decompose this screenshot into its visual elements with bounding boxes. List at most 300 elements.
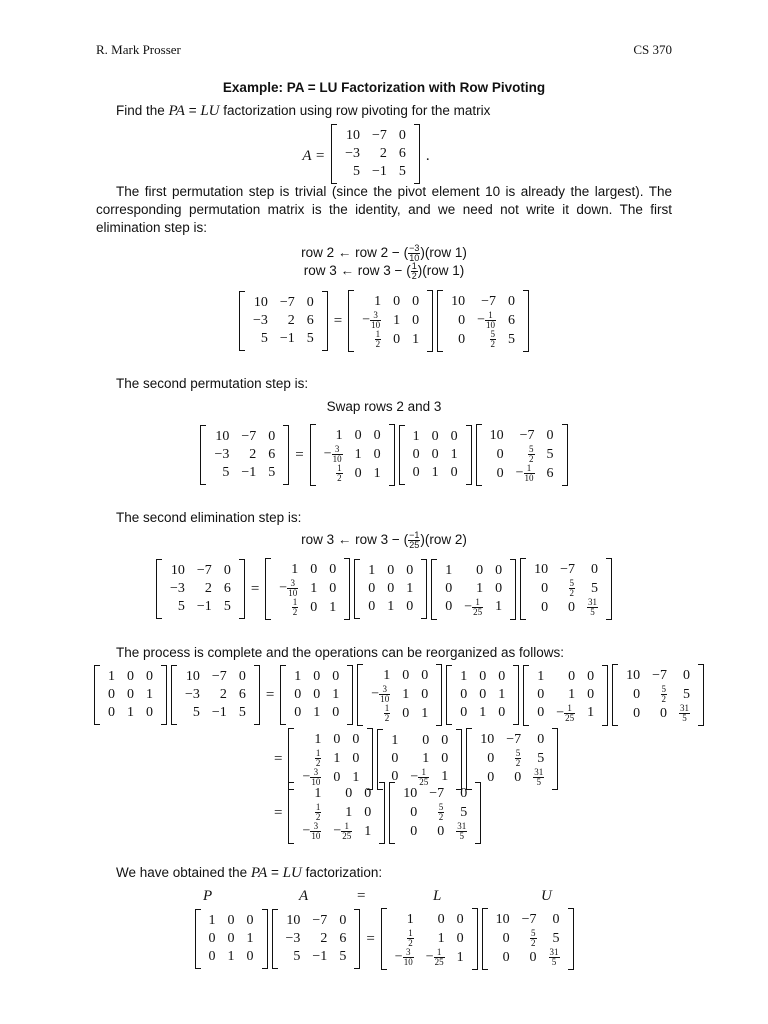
swap-rows-text: Swap rows 2 and 3 [326, 399, 442, 414]
matrix-l2 [431, 559, 516, 620]
equation-permutation [0, 424, 768, 486]
matrix-entry: −1 [312, 949, 328, 964]
fraction: $\frac{5}{2}$ [515, 748, 521, 768]
right-bracket [421, 559, 427, 619]
matrix-entry: 0 [306, 295, 314, 310]
matrix-entry: 0 [514, 769, 522, 785]
matrix-entry: 0 [441, 750, 449, 766]
matrix-entry: 0 [345, 786, 353, 801]
matrix-entry: 1 [108, 669, 115, 684]
matrix-entry: 0 [498, 669, 506, 684]
matrix-entry: 0 [568, 668, 576, 684]
fraction: $\frac{1}{10}$ [524, 463, 534, 483]
left-bracket [482, 908, 488, 970]
matrix-entry: 0 [339, 913, 347, 928]
matrix-entry: 0 [487, 750, 495, 766]
matrix-entry: 10 [403, 786, 418, 801]
matrix-entry: −1 [241, 465, 257, 480]
left-bracket [446, 665, 452, 725]
matrix-entry: 1 [246, 931, 254, 946]
matrix-entry [365, 704, 396, 723]
matrix-entry: 0 [238, 669, 246, 684]
matrix-entry: 0 [310, 562, 318, 577]
right-bracket [254, 665, 260, 725]
matrix-entry: 0 [487, 769, 495, 785]
matrix-entry: 5 [192, 705, 200, 720]
matrix-entry: 1 [431, 465, 439, 480]
matrix-entry [450, 822, 473, 841]
matrix-entry: 0 [227, 931, 235, 946]
matrix-entry: 6 [238, 687, 246, 702]
right-bracket [322, 291, 328, 351]
left-bracket [348, 290, 354, 352]
right-bracket [347, 665, 353, 725]
left-bracket [331, 124, 337, 184]
matrix-entry: −1 [372, 164, 387, 179]
paragraph-second-elimination: The second elimination step is: [116, 510, 302, 525]
fraction: $\frac{1}{2}$ [375, 329, 381, 349]
matrix-entry: 0 [368, 581, 376, 596]
matrix-entry: 10 [346, 128, 360, 143]
matrix-entry: 0 [208, 949, 216, 964]
matrix-entry: 6 [508, 312, 516, 328]
matrix-entry: 0 [412, 294, 420, 309]
left-bracket [288, 728, 294, 790]
left-bracket [377, 729, 383, 790]
matrix-entry: 1 [437, 930, 445, 946]
matrix-entry: −3 [185, 687, 200, 702]
matrix-entry: 5 [552, 930, 560, 946]
matrix-entry: 0 [332, 705, 340, 720]
matrix-entry: 10 [480, 732, 495, 747]
matrix-entry: 0 [391, 750, 399, 766]
matrix-entry: 0 [406, 599, 414, 614]
matrix-l2 [523, 665, 608, 726]
matrix-entry: 10 [286, 913, 301, 928]
matrix-entry: 1 [310, 580, 318, 596]
matrix-entry: 10 [626, 668, 641, 683]
matrix-entry: −1 [211, 705, 227, 720]
matrix-entry: 0 [208, 931, 216, 946]
matrix-entry: 0 [387, 563, 395, 578]
matrix-entry: −7 [241, 429, 257, 444]
matrix-l1s [288, 728, 373, 790]
matrix-entry: 0 [146, 705, 153, 720]
matrix-entry: 1 [445, 562, 453, 578]
matrix-entry: 1 [406, 581, 414, 596]
matrix-entry: 2 [287, 313, 295, 328]
matrix-entry: 0 [458, 331, 466, 347]
matrix-entry: 0 [431, 447, 439, 462]
matrix-entry: −7 [652, 668, 667, 683]
matrix-entry: 0 [332, 669, 340, 684]
matrix-entry: 6 [268, 447, 276, 462]
paragraph-result: We have obtained the PA = LU factorization: [116, 865, 383, 881]
matrix-entry [510, 445, 541, 464]
matrix-entry [516, 929, 543, 948]
matrix-entry: −7 [429, 786, 445, 801]
paragraph-reorganize: The process is complete and the operations can be reorganized as follows: [116, 645, 565, 660]
matrix-entry: 1 [412, 331, 420, 347]
right-bracket [562, 424, 568, 486]
matrix-entry [318, 464, 349, 483]
matrix-entry: 0 [458, 312, 466, 328]
matrix-entry: 0 [456, 930, 464, 946]
equals-sign: = [274, 750, 283, 767]
matrix-entry: 0 [460, 786, 468, 801]
fraction: $\frac{1}{25}$ [342, 821, 352, 841]
equation-reorganize-line1 [92, 664, 768, 726]
matrix-entry: 0 [294, 705, 302, 720]
matrix-entry: 0 [460, 705, 468, 720]
fraction: $\frac{3}{10}$ [311, 821, 321, 841]
matrix-entry: 0 [633, 705, 641, 721]
matrix-u [520, 558, 612, 620]
matrix-entry: 0 [412, 465, 420, 480]
elimination-step-1a: row 2 ← row 2 − ( $\frac{-3}{10}$ )(row 1) [301, 243, 467, 263]
matrix-entry: 1 [460, 669, 468, 684]
matrix-entry: 0 [479, 669, 487, 684]
matrix-p [399, 425, 472, 485]
matrix-entry: 5 [339, 949, 347, 964]
matrix-entry: −3 [170, 581, 185, 596]
matrix-entry: 5 [177, 599, 185, 614]
matrix-entry: 5 [293, 949, 301, 964]
matrix-entry: 0 [354, 465, 362, 481]
matrix-entry: 1 [587, 705, 595, 720]
label-equals: = [357, 888, 366, 904]
matrix-entry [673, 704, 696, 723]
matrix-entry: 0 [387, 581, 395, 596]
matrix-entry: 0 [412, 447, 420, 462]
matrix-u [389, 782, 481, 844]
matrix-entry: 0 [422, 732, 430, 748]
right-bracket [466, 425, 472, 485]
matrix-entry: 2 [320, 931, 328, 946]
label-p: P [203, 888, 213, 904]
matrix-entry: 0 [333, 732, 341, 747]
header-course: CS 370 [633, 42, 672, 57]
header-author: R. Mark Prosser [96, 42, 181, 57]
right-bracket [283, 425, 289, 485]
matrix-entry: 0 [108, 687, 115, 702]
matrix-entry: 5 [353, 164, 360, 179]
matrix-entry: 0 [364, 804, 372, 820]
matrix-entry: 0 [329, 580, 337, 596]
equation-first-elimination [0, 290, 768, 352]
matrix-entry: −7 [196, 563, 212, 578]
matrix-entry: 0 [393, 294, 401, 309]
matrix-entry: 0 [354, 428, 362, 443]
matrix-entry: 10 [215, 429, 230, 444]
matrix-entry: −7 [560, 562, 575, 577]
matrix-entry: 1 [314, 732, 322, 747]
matrix-entry: − $\frac{3}{10}$ [302, 767, 321, 787]
matrix-entry: 1 [406, 912, 414, 927]
matrix-entry: 0 [410, 804, 418, 820]
matrix-entry: 0 [502, 930, 510, 946]
matrix-entry: 1 [227, 949, 235, 964]
matrix-entry: 1 [329, 599, 337, 615]
label-u: U [541, 888, 552, 904]
matrix-entry: 0 [445, 599, 453, 614]
matrix-entry: 1 [374, 294, 382, 309]
left-bracket [520, 558, 526, 620]
matrix-entry: 5 [222, 465, 230, 480]
matrix-entry: 5 [268, 465, 276, 480]
matrix-entry: 0 [683, 668, 690, 683]
matrix-entry: 0 [502, 949, 510, 965]
matrix-entry: 0 [450, 429, 458, 444]
matrix-entry: 0 [352, 732, 360, 747]
matrix-entry: 6 [306, 313, 314, 328]
right-bracket [475, 782, 481, 844]
matrix-l1 [265, 558, 350, 620]
equals-sign: = [366, 930, 375, 947]
matrix-entry: −7 [279, 295, 295, 310]
left-bracket [431, 559, 437, 620]
fraction: $\frac{1}{2}$ [384, 703, 390, 723]
matrix-entry: 0 [456, 912, 464, 927]
fraction: $\frac{1}{2}$ [315, 748, 321, 768]
fraction: $\frac{3}{10}$ [311, 767, 321, 787]
matrix-p [354, 559, 427, 619]
fraction: $\frac{-3}{10}$ [409, 243, 420, 263]
matrix-entry: − $\frac{1}{25}$ [556, 702, 575, 723]
matrix-entry: 0 [437, 912, 445, 927]
matrix-a [331, 124, 420, 184]
equals-sign: = [295, 446, 304, 463]
matrix-entry: 2 [204, 581, 212, 596]
matrix-entry: 10 [170, 563, 185, 578]
fraction: $\frac{3}{10}$ [371, 310, 381, 330]
matrix-entry: 6 [398, 146, 406, 161]
matrix-entry: −7 [506, 732, 522, 747]
fraction: $\frac{3}{10}$ [403, 947, 413, 967]
right-bracket [161, 665, 167, 725]
fraction: $\frac{31}{5}$ [680, 703, 689, 723]
matrix-entry: 6 [546, 465, 554, 481]
matrix-entry: 0 [537, 686, 545, 702]
left-bracket [357, 664, 363, 726]
matrix-entry: 10 [253, 295, 268, 310]
matrix-entry [296, 749, 327, 768]
matrix-a-definition [0, 124, 750, 189]
matrix-entry: 1 [208, 913, 216, 928]
matrix-entry: 0 [568, 599, 575, 615]
matrix-entry: 0 [294, 687, 302, 702]
matrix-entry: − $\frac{1}{10}$ [477, 310, 496, 330]
matrix-entry: 10 [489, 428, 504, 443]
matrix-entry: − $\frac{3}{10}$ [394, 947, 413, 967]
fraction: $\frac{5}{2}$ [531, 928, 536, 948]
matrix-entry [356, 330, 387, 349]
matrix-entry: 0 [552, 912, 560, 927]
matrix-entry: 0 [108, 705, 115, 720]
matrix-entry: 1 [456, 949, 464, 965]
equation-final-factorization [0, 908, 768, 970]
right-bracket [472, 908, 478, 970]
left-bracket [437, 290, 443, 352]
matrix-entry: 5 [238, 705, 246, 720]
matrix-entry: 0 [450, 465, 458, 480]
matrix-entry: 0 [445, 580, 453, 596]
matrix-entry: 0 [587, 686, 595, 702]
matrix-entry: 1 [294, 669, 302, 684]
matrix-entry [423, 803, 450, 822]
matrix-entry: 5 [683, 686, 690, 702]
matrix-l1 [357, 664, 442, 726]
matrix-entry: 5 [306, 331, 314, 346]
matrix-entry [389, 929, 420, 948]
right-bracket [239, 559, 245, 619]
matrix-entry: 1 [333, 750, 341, 766]
left-bracket [171, 665, 177, 725]
matrix-entry: 0 [313, 687, 321, 702]
right-bracket [427, 290, 433, 352]
matrix-entry: 1 [422, 750, 430, 766]
matrix-entry: −1 [279, 331, 295, 346]
figure [329, 124, 422, 189]
matrix-entry: 1 [412, 429, 420, 444]
fraction: $\frac{1}{2}$ [292, 597, 298, 617]
matrix-entry: − $\frac{3}{10}$ [323, 444, 342, 464]
matrix-entry: 0 [537, 732, 545, 747]
left-bracket [200, 425, 206, 485]
matrix-entry: 1 [291, 562, 299, 577]
left-bracket [381, 908, 387, 970]
label-l: L [433, 888, 442, 904]
matrix-entry: 0 [391, 769, 399, 784]
matrix-entry: 10 [185, 669, 200, 684]
matrix-entry: −7 [521, 912, 537, 927]
matrix-entry: − $\frac{3}{10}$ [302, 821, 321, 841]
matrix-entry: 1 [345, 804, 353, 820]
right-bracket [456, 729, 462, 790]
matrix-entry: 1 [364, 823, 372, 839]
matrix-entry: 0 [498, 705, 506, 720]
matrix-entry: 1 [393, 312, 401, 328]
matrix-entry: 0 [633, 686, 641, 702]
fraction: $\frac{31}{5}$ [549, 947, 559, 967]
matrix-entry: 1 [495, 599, 503, 614]
intro-paragraph: Find the PA = LU factorization using row pivoting for the matrix [116, 103, 491, 119]
matrix-entry: 0 [541, 599, 549, 615]
matrix-entry: 1 [368, 563, 376, 578]
fraction: $\frac{5}{2}$ [529, 444, 534, 464]
paragraph-second-permutation: The second permutation step is: [116, 376, 309, 391]
matrix-entry: 5 [508, 331, 516, 347]
matrix-entry: 0 [431, 429, 439, 444]
matrix-p [94, 665, 167, 725]
matrix-entry: 0 [398, 128, 406, 143]
matrix-entry: 0 [537, 705, 545, 720]
matrix-entry: 1 [127, 705, 134, 720]
matrix-entry: 1 [373, 465, 381, 481]
matrix-entry: 0 [406, 563, 414, 578]
matrix-entry [471, 330, 502, 349]
label-a: A [299, 888, 309, 904]
right-bracket [344, 558, 350, 620]
matrix-u [612, 664, 704, 726]
matrix-entry: 10 [534, 562, 549, 577]
matrix-entry: 0 [246, 913, 254, 928]
matrix-entry: 0 [227, 913, 235, 928]
fraction: $\frac{1}{25}$ [473, 596, 483, 617]
matrix-entry: 0 [495, 580, 503, 596]
matrix-entry: 0 [541, 580, 549, 596]
matrix-entry: 1 [352, 769, 360, 785]
matrix-entry: 0 [529, 949, 537, 965]
matrix-entry: 0 [127, 669, 134, 684]
matrix-entry: − $\frac{1}{25}$ [464, 596, 483, 617]
right-bracket [523, 290, 529, 352]
fraction: $\frac{3}{10}$ [288, 578, 298, 598]
matrix-entry: 10 [451, 294, 466, 309]
matrix-entry [273, 598, 304, 617]
matrix-a [200, 425, 289, 485]
fraction: $\frac{5}{2}$ [661, 684, 666, 704]
fraction: $\frac{1}{25}$ [434, 947, 444, 967]
matrix-entry: 0 [421, 668, 429, 683]
matrix-entry: 0 [373, 428, 381, 443]
matrix-entry: 0 [246, 949, 254, 964]
equation-reorganize-line3 [270, 782, 750, 844]
matrix-entry: 1 [498, 687, 506, 702]
matrix-entry: 1 [402, 686, 410, 702]
matrix-entry: 0 [268, 429, 276, 444]
page-title: Example: PA = LU Factorization with Row Pivoting [222, 80, 546, 95]
matrix-entry [581, 598, 604, 617]
matrix-entry: 1 [421, 705, 429, 721]
fraction: $\frac{5}{2}$ [490, 329, 496, 349]
left-bracket [94, 665, 100, 725]
matrix-entry: 5 [546, 446, 554, 462]
matrix-entry: 0 [410, 823, 418, 839]
matrix-entry: 5 [460, 804, 468, 820]
matrix-u2 [476, 424, 568, 486]
matrix-entry: −7 [481, 294, 497, 309]
matrix-entry: 5 [591, 580, 598, 596]
matrix-u [482, 908, 574, 970]
matrix-entry: −7 [312, 913, 328, 928]
right-bracket [436, 664, 442, 726]
equation-second-elimination [0, 558, 768, 620]
matrix-entry: 0 [368, 599, 376, 614]
left-bracket [476, 424, 482, 486]
matrix-entry: 0 [587, 668, 595, 684]
fraction: $\frac{31}{5}$ [588, 597, 597, 617]
matrix-u [466, 728, 558, 790]
matrix-entry: 0 [402, 668, 410, 683]
matrix-entry: − $\frac{1}{25}$ [333, 821, 352, 841]
matrix-entry: 0 [546, 428, 554, 443]
matrix-entry: 6 [223, 581, 231, 596]
matrix-entry: − $\frac{3}{10}$ [371, 684, 390, 704]
matrix-entry: 5 [260, 331, 268, 346]
matrix-entry: −3 [252, 313, 268, 328]
matrix-entry: 0 [393, 331, 401, 347]
fraction: $\frac{1}{2}$ [408, 928, 413, 948]
matrix-entry [543, 948, 566, 967]
matrix-entry: − $\frac{1}{25}$ [410, 766, 429, 787]
matrix-entry: 0 [310, 599, 318, 615]
matrix-entry: 0 [127, 687, 134, 702]
matrix-entry: 0 [412, 312, 420, 328]
matrix-entry: 0 [437, 823, 445, 839]
matrix-entry: 1 [476, 580, 484, 596]
equals-sign: = [250, 580, 260, 597]
